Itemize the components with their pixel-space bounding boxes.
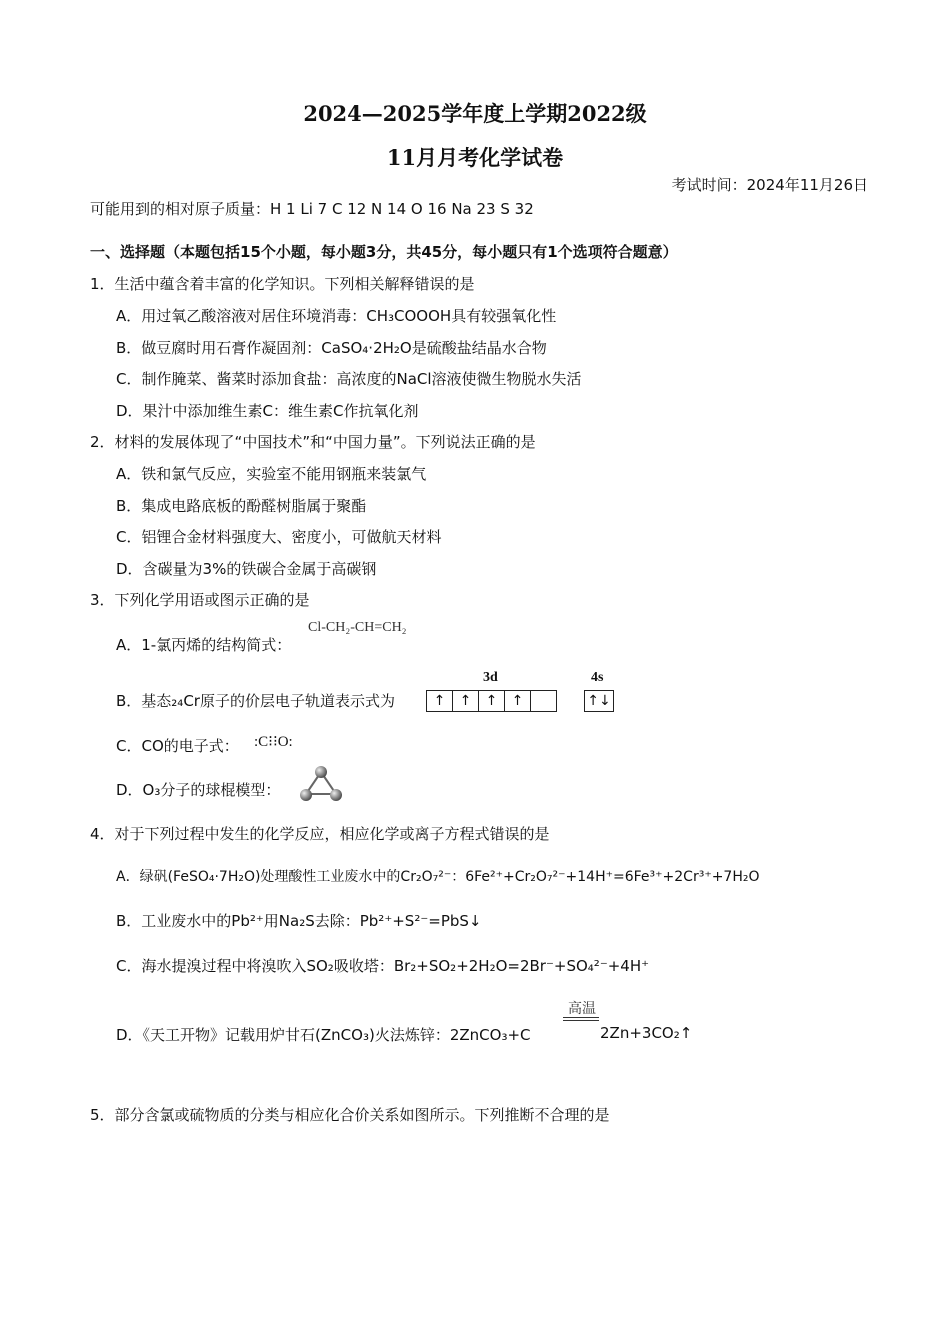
q2-option-d: D．含碳量为3%的铁碳合金属于高碳钢 (116, 560, 377, 578)
exam-time: 考试时间：2024年11月26日 (671, 176, 868, 194)
orbital-3d-box (530, 690, 557, 712)
q4-option-b: B．工业废水中的Pb²⁺用Na₂S去除：Pb²⁺+S²⁻=PbS↓ (116, 912, 482, 930)
orbital-3d-boxes (427, 690, 557, 712)
atomic-masses: 可能用到的相对原子质量：H 1 Li 7 C 12 N 14 O 16 Na 23 S 32 (90, 200, 534, 218)
orbital-3d-label: 3d (483, 670, 498, 685)
orbital-4s-label: 4s (591, 670, 604, 685)
orbital-3d-box: ↑ (504, 690, 531, 712)
q4-option-c: C．海水提溴过程中将溴吹入SO₂吸收塔：Br₂+SO₂+2H₂O=2Br⁻+SO₄²⁻+4H⁺ (116, 957, 650, 975)
reaction-arrow-line (563, 1017, 599, 1018)
orbital-3d-box: ↑ (478, 690, 505, 712)
q1-option-d: D．果汁中添加维生素C：维生素C作抗氧化剂 (116, 402, 419, 420)
q4-stem: 4．对于下列过程中发生的化学反应，相应化学或离子方程式错误的是 (90, 825, 550, 843)
q1-option-a: A．用过氧乙酸溶液对居住环境消毒：CH₃COOOH具有较强氧化性 (116, 307, 557, 325)
q3-option-d: D．O₃分子的球棍模型： (116, 781, 281, 799)
orbital-4s-boxes (585, 690, 614, 712)
q4-option-a: A．绿矾(FeSO₄·7H₂O)处理酸性工业废水中的Cr₂O₇²⁻：6Fe²⁺+Cr₂O₇²⁻+14H⁺=6Fe³⁺+2Cr³⁺+7H₂O (116, 869, 760, 885)
q3-option-b: B．基态₂₄Cr原子的价层电子轨道表示式为 (116, 692, 395, 710)
q2-option-a: A．铁和氯气反应，实验室不能用钢瓶来装氯气 (116, 465, 427, 483)
q1-option-c: C．制作腌菜、酱菜时添加食盐：高浓度的NaCl溶液使微生物脱水失活 (116, 370, 582, 388)
orbital-4s-box: ↑↓ (584, 690, 614, 712)
q3-stem: 3．下列化学用语或图示正确的是 (90, 591, 310, 609)
q1-option-b: B．做豆腐时用石膏作凝固剂：CaSO₄·2H₂O是硫酸盐结晶水合物 (116, 339, 547, 357)
q2-option-c: C．铝锂合金材料强度大、密度小，可做航天材料 (116, 528, 442, 546)
q3-a-formula: Cl-CH₂-CH=CH₂ (308, 620, 407, 635)
orbital-3d-box: ↑ (452, 690, 479, 712)
co-lewis-structure: :C⁝⁝O: (254, 734, 293, 750)
orbital-3d-box: ↑ (426, 690, 453, 712)
section-heading: 一、选择题（本题包括15个小题，每小题3分，共45分，每小题只有1个选项符合题意） (90, 243, 678, 261)
q4-option-d-right: 2Zn+3CO₂↑ (600, 1024, 693, 1042)
q2-stem: 2．材料的发展体现了“中国技术”和“中国力量”。下列说法正确的是 (90, 433, 536, 451)
q3-option-a: A．1-氯丙烯的结构简式： (116, 636, 292, 654)
q4-option-d-left: D．《天工开物》记载用炉甘石(ZnCO₃)火法炼锌：2ZnCO₃+C (116, 1026, 531, 1044)
q3-option-c: C．CO的电子式： (116, 737, 239, 755)
q1-stem: 1．生活中蕴含着丰富的化学知识。下列相关解释错误的是 (90, 275, 475, 293)
exam-title-line2: 11月月考化学试卷 (386, 145, 564, 170)
reaction-condition: 高温 (568, 1002, 596, 1017)
q5-stem: 5．部分含氯或硫物质的分类与相应化合价关系如图所示。下列推断不合理的是 (90, 1106, 610, 1124)
q2-option-b: B．集成电路底板的酚醛树脂属于聚酯 (116, 497, 367, 515)
ozone-ball-stick-model (296, 764, 348, 804)
exam-title-line1: 2024—2025学年度上学期2022级 (303, 101, 647, 126)
reaction-arrow-line (563, 1020, 599, 1021)
